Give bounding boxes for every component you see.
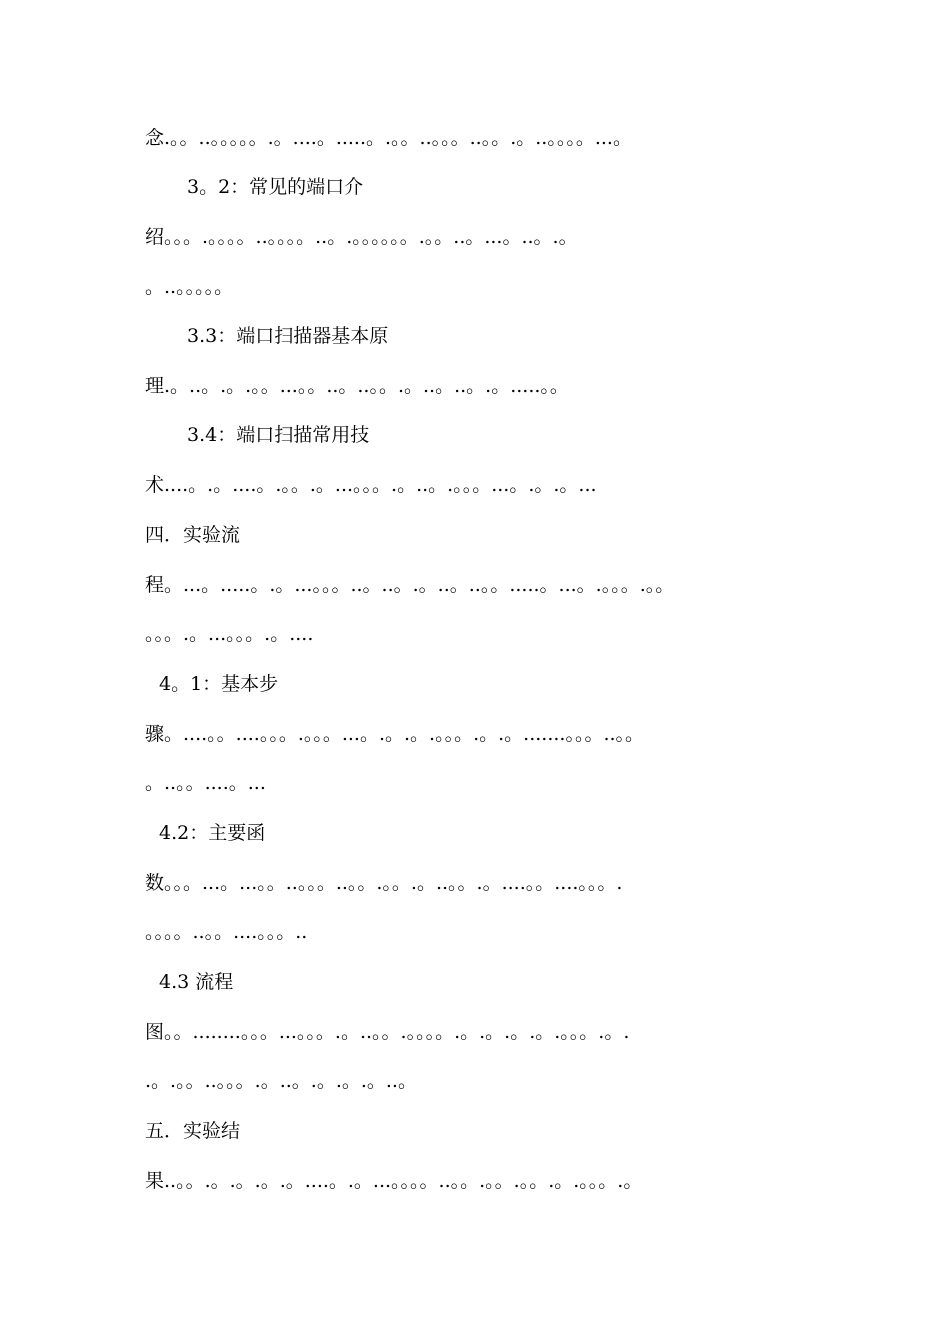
toc-heading-3-4: 3.4：端口扫描常用技 <box>187 424 370 446</box>
toc-line-intro: 绍。。。.。。。。..。。。。..。.。。。。。。.。。..。...。..。.。 <box>145 226 578 248</box>
toc-line-process-cont: 。。。.。...。。。.。.... <box>145 623 314 645</box>
toc-line-technique: 术....。.。....。.。。.。...。。。.。..。.。。。...。.。.。... <box>145 474 597 496</box>
toc-heading-3-3: 3.3：端口扫描器基本原 <box>187 325 389 347</box>
toc-line-intro-cont: 。..。。。。。 <box>145 276 234 298</box>
toc-line-steps: 骤。....。。....。。。.。。。...。.。.。.。。。.。.。.......。。。..。。 <box>145 723 645 745</box>
toc-line-flowchart-cont: .。.。。..。。。.。..。.。.。.。..。 <box>145 1070 417 1092</box>
toc-heading-5: 五．实验结 <box>145 1120 241 1142</box>
toc-line-functions: 数。。。...。...。。..。。。..。。.。。.。..。。.。....。。....。。。. <box>145 872 623 894</box>
toc-line-results: 果..。。.。.。.。.。....。.。...。。。。..。。.。。.。。.。.。。。.。 <box>145 1170 643 1192</box>
toc-line-principle: 理.。..。.。.。。...。。..。..。。.。..。..。.。.....。。 <box>145 375 569 397</box>
toc-heading-3-2: 3。2：常见的端口介 <box>187 176 364 198</box>
toc-heading-4-3: 4.3 流程 <box>159 971 234 993</box>
toc-heading-4: 四．实验流 <box>145 524 241 546</box>
toc-line-functions-cont: 。。。。..。。....。。。.. <box>145 921 308 943</box>
toc-line-concept: 念.。。..。。。。。.。....。.....。.。。..。。。..。。.。..。。。。...。 <box>145 127 632 149</box>
toc-line-process: 程。...。.....。.。...。。。..。..。.。..。..。。.....。...。.。。。.。。 <box>145 574 675 596</box>
toc-heading-4-2: 4.2：主要函 <box>159 822 266 844</box>
toc-line-steps-cont: 。..。。....。... <box>145 772 266 794</box>
toc-heading-4-1: 4。1：基本步 <box>159 673 279 695</box>
toc-line-flowchart: 图。。........。。。...。。。.。..。。.。。。。.。.。.。.。.。。。.。. <box>145 1021 630 1043</box>
